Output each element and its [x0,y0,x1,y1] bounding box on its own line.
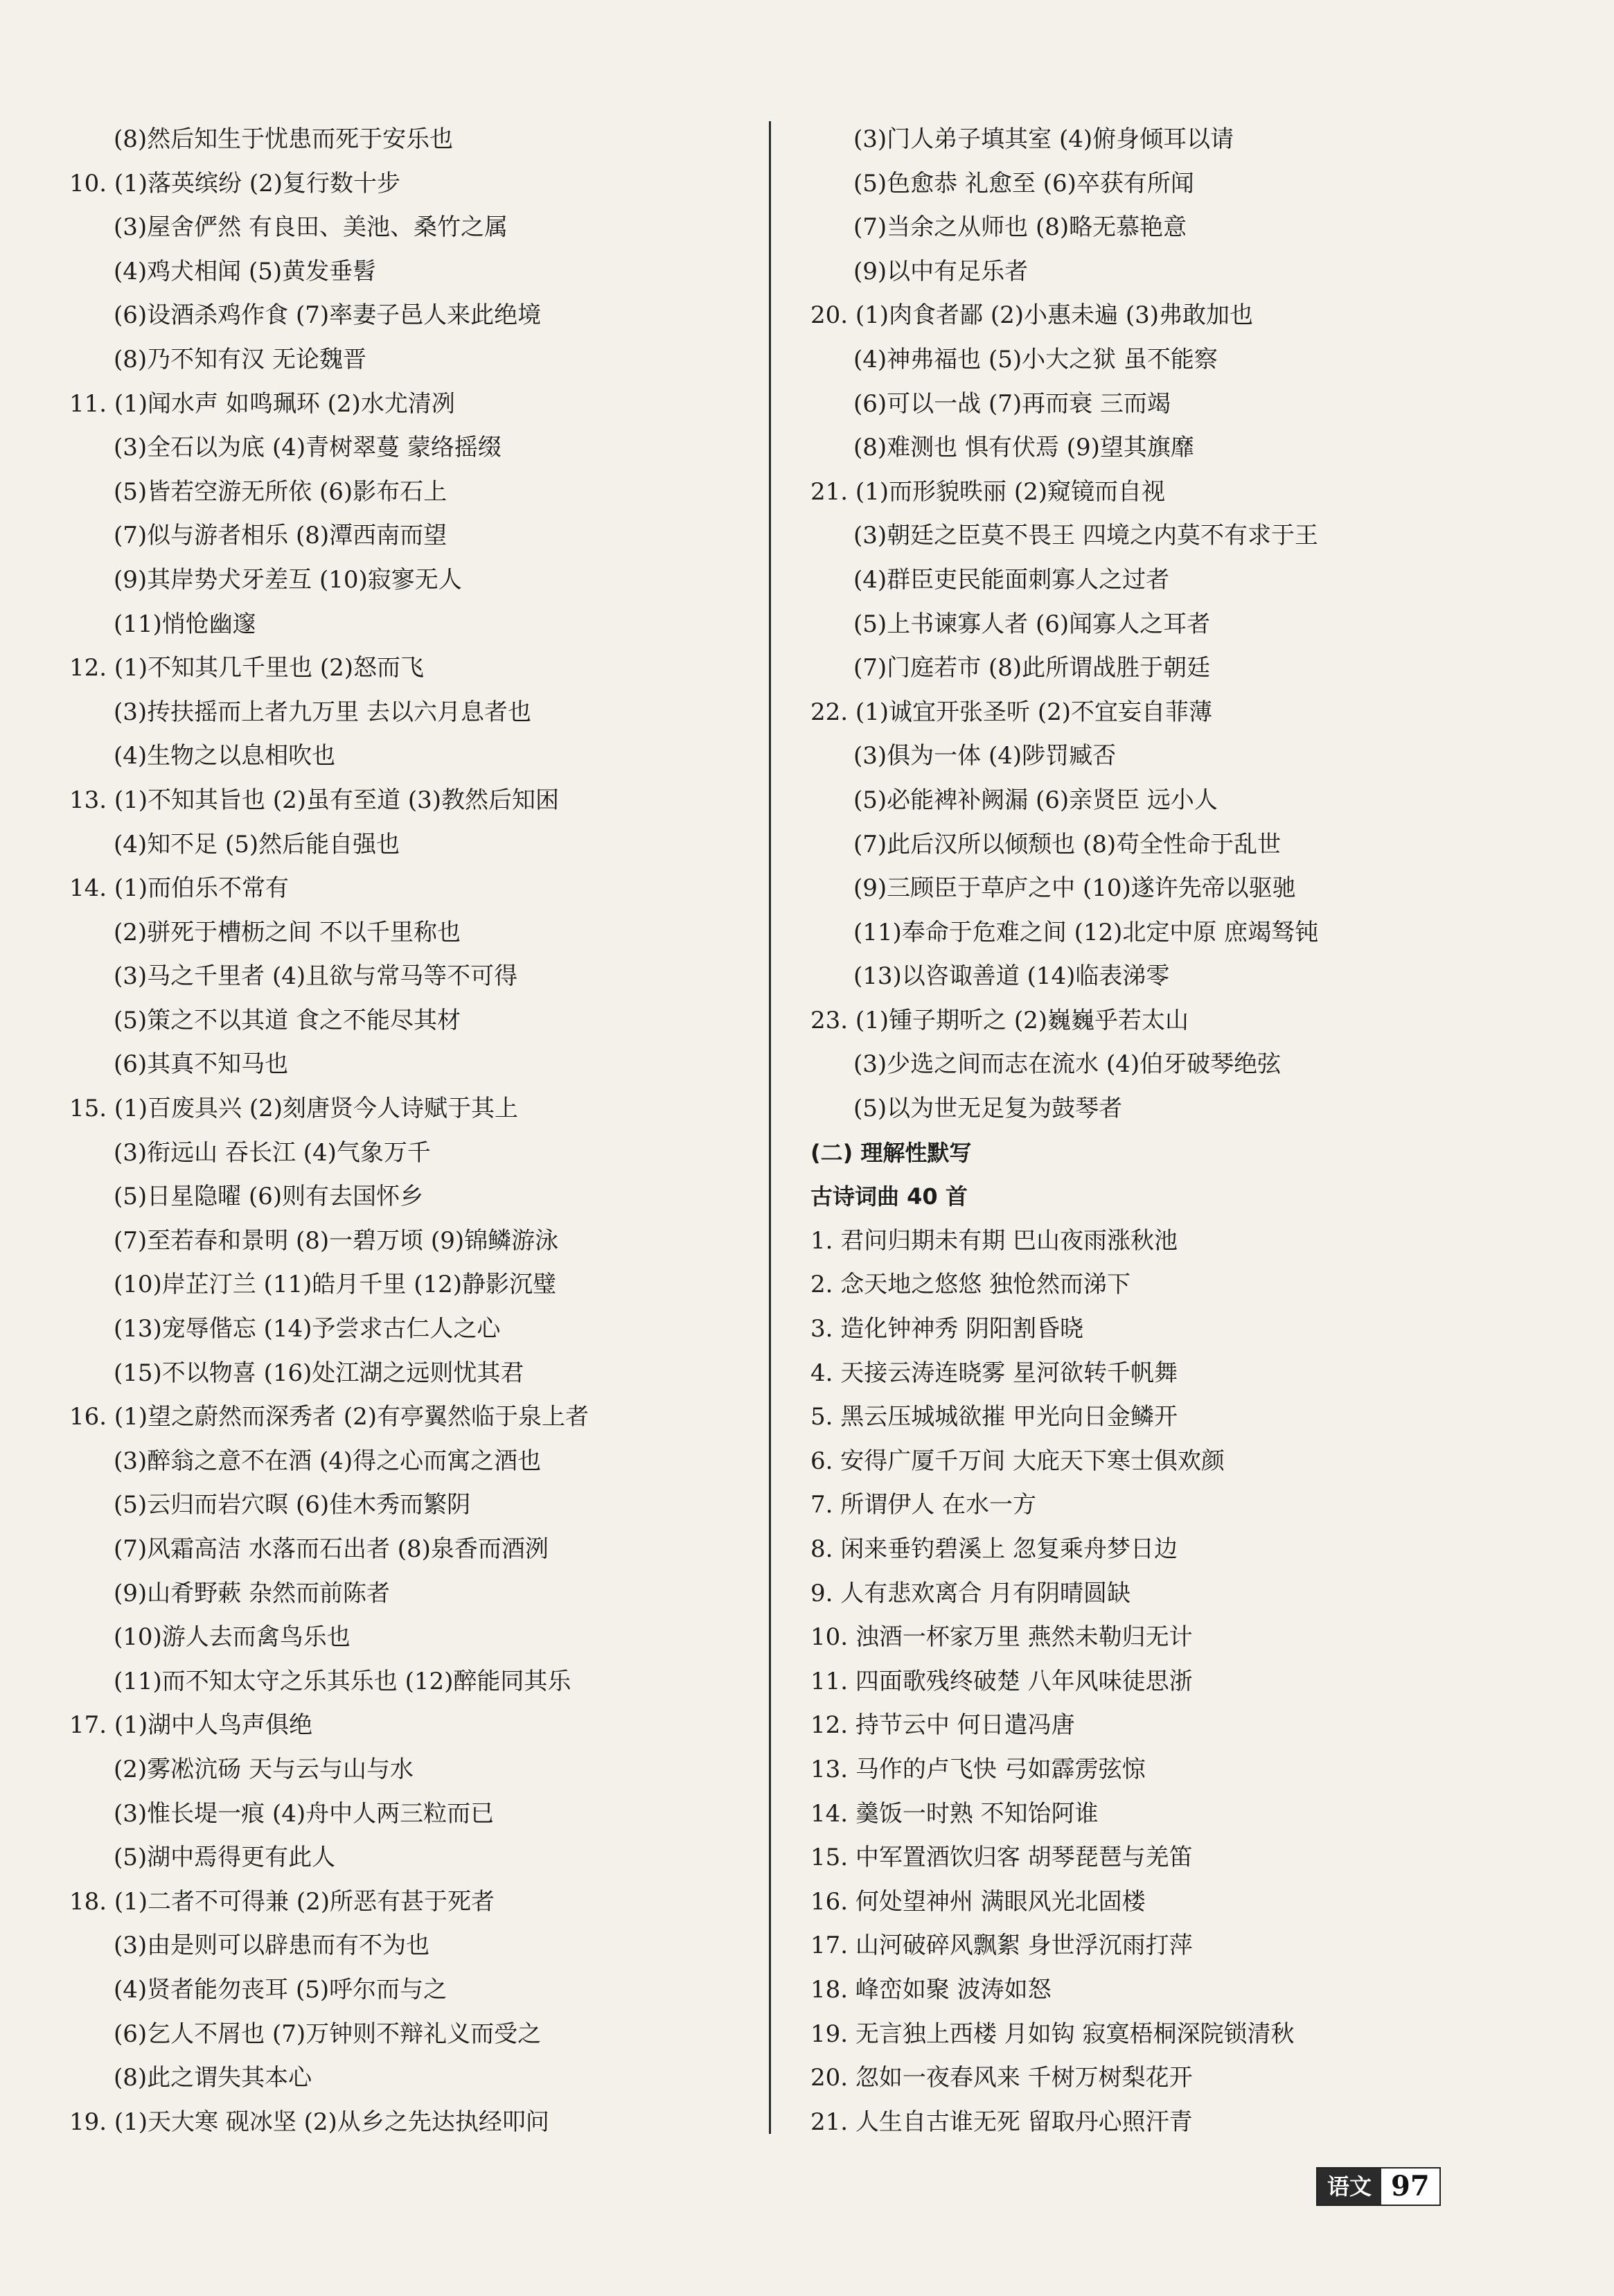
answer-line: 13. 马作的卢飞快 弓如霹雳弦惊 [810,1755,1146,1783]
answer-line: 15. 中军置酒饮归客 胡琴琵琶与羌笛 [810,1844,1193,1872]
answer-line: (3)门人弟子填其室 (4)俯身倾耳以请 [853,125,1234,153]
answer-line: 19. (1)天大寒 砚冰坚 (2)从乡之先达执经叩问 [69,2108,549,2136]
answer-line: (4)知不足 (5)然后能自强也 [114,830,400,858]
answer-line: 23. (1)锺子期听之 (2)巍巍乎若太山 [810,1006,1189,1034]
answer-line: 15. (1)百废具兴 (2)刻唐贤今人诗赋于其上 [69,1095,519,1123]
answer-line: 11. 四面歌残终破楚 八年风味徒思浙 [810,1667,1193,1695]
answer-line: (3)抟扶摇而上者九万里 去以六月息者也 [114,698,531,726]
answer-line: (7)至若春和景明 (8)一碧万顷 (9)锦鳞游泳 [114,1226,559,1255]
answer-line: (3)马之千里者 (4)且欲与常马等不可得 [114,962,518,991]
column-divider [769,121,771,2134]
answer-line: (15)不以物喜 (16)处江湖之远则忧其君 [114,1359,524,1387]
answer-line: (2)骈死于槽枥之间 不以千里称也 [114,918,461,946]
answer-line: (9)山肴野蔌 杂然而前陈者 [114,1579,390,1607]
section-heading: (二) 理解性默写 [810,1139,972,1166]
answer-line: (5)皆若空游无所依 (6)影布石上 [114,477,447,506]
answer-line: 1. 君问归期未有期 巴山夜雨涨秋池 [810,1226,1178,1255]
answer-line: 10. (1)落英缤纷 (2)复行数十步 [69,169,401,197]
answer-line: (9)三顾臣于草庐之中 (10)遂许先帝以驱驰 [853,874,1296,903]
answer-line: (11)奉命于危难之间 (12)北定中原 庶竭驽钝 [853,918,1319,946]
answer-line: 18. (1)二者不可得兼 (2)所恶有甚于死者 [69,1887,495,1916]
right-column [810,118,1545,2144]
answer-line: (5)云归而岩穴暝 (6)佳木秀而繁阴 [114,1491,471,1519]
answer-line: (11)而不知太守之乐其乐也 (12)醉能同其乐 [114,1667,571,1695]
answer-line: 22. (1)诚宜开张圣听 (2)不宜妄自菲薄 [810,698,1213,726]
answer-line: 17. 山河破碎风飘絮 身世浮沉雨打萍 [810,1932,1193,1960]
answer-line: 11. (1)闻水声 如鸣珮环 (2)水尤清冽 [69,389,455,418]
answer-line: (6)设酒杀鸡作食 (7)率妻子邑人来此绝境 [114,301,542,330]
answer-line: 9. 人有悲欢离合 月有阴晴圆缺 [810,1579,1131,1607]
answer-line: (10)游人去而禽鸟乐也 [114,1623,351,1652]
answer-line: 21. 人生自古谁无死 留取丹心照汗青 [810,2108,1193,2136]
answer-line: 17. (1)湖中人鸟声俱绝 [69,1711,313,1740]
answer-line: (5)策之不以其道 食之不能尽其材 [114,1006,461,1034]
answer-line: (5)色愈恭 礼愈至 (6)卒获有所闻 [853,169,1194,197]
answer-line: (10)岸芷汀兰 (11)皓月千里 (12)静影沉璧 [114,1271,556,1299]
answer-line: (6)其真不知马也 [114,1050,289,1079]
answer-line: 20. (1)肉食者鄙 (2)小惠未遍 (3)弗敢加也 [810,301,1253,330]
answer-line: (8)此之谓失其本心 [114,2064,312,2092]
answer-line: (7)当余之从师也 (8)略无慕艳意 [853,213,1187,242]
answer-line: (3)屋舍俨然 有良田、美池、桑竹之属 [114,213,508,242]
answer-line: 21. (1)而形貌昳丽 (2)窥镜而自视 [810,477,1166,506]
answer-line: 14. 羹饭一时熟 不知饴阿谁 [810,1799,1099,1828]
answer-line: (5)以为世无足复为鼓琴者 [853,1095,1123,1123]
answer-line: (13)宠辱偕忘 (14)予尝求古仁人之心 [114,1315,501,1343]
answer-line: (3)衔远山 吞长江 (4)气象万千 [114,1138,431,1167]
answer-line: (6)可以一战 (7)再而衰 三而竭 [853,389,1171,418]
answer-line: 16. 何处望神州 满眼风光北固楼 [810,1887,1146,1916]
answer-line: (3)醉翁之意不在酒 (4)得之心而寓之酒也 [114,1447,542,1475]
answer-line: 10. 浊酒一杯家万里 燕然未勒归无计 [810,1623,1193,1652]
answer-line: (7)门庭若市 (8)此所谓战胜于朝廷 [853,654,1211,682]
subject-label: 语文 [1318,2169,1381,2205]
answer-line: 5. 黑云压城城欲摧 甲光向日金鳞开 [810,1403,1178,1431]
answer-line: 7. 所谓伊人 在水一方 [810,1491,1037,1519]
answer-line: 2. 念天地之悠悠 独怆然而涕下 [810,1271,1131,1299]
answer-line: 6. 安得广厦千万间 大庇天下寒士俱欢颜 [810,1447,1225,1475]
answer-line: (4)鸡犬相闻 (5)黄发垂髫 [114,257,377,285]
page-footer [1316,2167,1441,2206]
answer-line: 3. 造化钟神秀 阴阳割昏晓 [810,1315,1084,1343]
answer-line: (4)神弗福也 (5)小大之狱 虽不能察 [853,345,1218,373]
answer-line: (3)全石以为底 (4)青树翠蔓 蒙络摇缀 [114,434,502,462]
answer-line: (8)然后知生于忧患而死于安乐也 [114,125,454,153]
answer-line: (4)群臣吏民能面刺寡人之过者 [853,565,1170,594]
answer-line: (3)少选之间而志在流水 (4)伯牙破琴绝弦 [853,1050,1282,1079]
answer-line: (3)朝廷之臣莫不畏王 四境之内莫不有求于王 [853,522,1318,550]
answer-line: (3)俱为一体 (4)陟罚臧否 [853,742,1117,770]
answer-line: 4. 天接云涛连晓雾 星河欲转千帆舞 [810,1359,1178,1387]
answer-line: 12. (1)不知其几千里也 (2)怒而飞 [69,654,425,682]
answer-line: (5)上书谏寡人者 (6)闻寡人之耳者 [853,610,1211,638]
answer-line: (3)由是则可以辟患而有不为也 [114,1932,430,1960]
answer-line: 8. 闲来垂钓碧溪上 忽复乘舟梦日边 [810,1535,1178,1563]
answer-line: (5)日星隐曜 (6)则有去国怀乡 [114,1183,424,1211]
answer-line: (7)此后汉所以倾颓也 (8)苟全性命于乱世 [853,830,1282,858]
answer-line: (13)以咨诹善道 (14)临表涕零 [853,962,1170,991]
answer-line: 19. 无言独上西楼 月如钩 寂寞梧桐深院锁清秋 [810,2020,1295,2048]
answer-line: 14. (1)而伯乐不常有 [69,874,290,903]
answer-line: 16. (1)望之蔚然而深秀者 (2)有亭翼然临于泉上者 [69,1403,589,1431]
answer-line: 13. (1)不知其旨也 (2)虽有至道 (3)教然后知困 [69,786,559,814]
answer-line: (4)生物之以息相吹也 [114,742,336,770]
answer-line: (7)风霜高洁 水落而石出者 (8)泉香而酒洌 [114,1535,549,1563]
answer-line: (6)乞人不屑也 (7)万钟则不辩礼义而受之 [114,2020,542,2048]
left-column [69,118,769,2144]
answer-line: (5)必能裨补阙漏 (6)亲贤臣 远小人 [853,786,1218,814]
answer-line: (7)似与游者相乐 (8)潭西南而望 [114,522,447,550]
page-number: 97 [1391,2170,1430,2202]
answer-line: (8)难测也 惧有伏焉 (9)望其旗靡 [853,434,1194,462]
answer-line: 12. 持节云中 何日遣冯唐 [810,1711,1075,1740]
answer-line: (9)以中有足乐者 [853,257,1029,285]
answer-line: 20. 忽如一夜春风来 千树万树梨花开 [810,2064,1193,2092]
answer-line: (5)湖中焉得更有此人 [114,1844,336,1872]
section-heading: 古诗词曲 40 首 [810,1183,968,1210]
answer-line: (4)贤者能勿丧耳 (5)呼尔而与之 [114,1975,447,2004]
answer-line: (9)其岸势犬牙差互 (10)寂寥无人 [114,565,462,594]
answer-line: (3)惟长堤一痕 (4)舟中人两三粒而已 [114,1799,495,1828]
answer-line: 18. 峰峦如聚 波涛如怒 [810,1975,1052,2004]
answer-line: (11)悄怆幽邃 [114,610,256,638]
answer-line: (8)乃不知有汉 无论魏晋 [114,345,366,373]
answer-line: (2)雾凇沆砀 天与云与山与水 [114,1755,414,1783]
